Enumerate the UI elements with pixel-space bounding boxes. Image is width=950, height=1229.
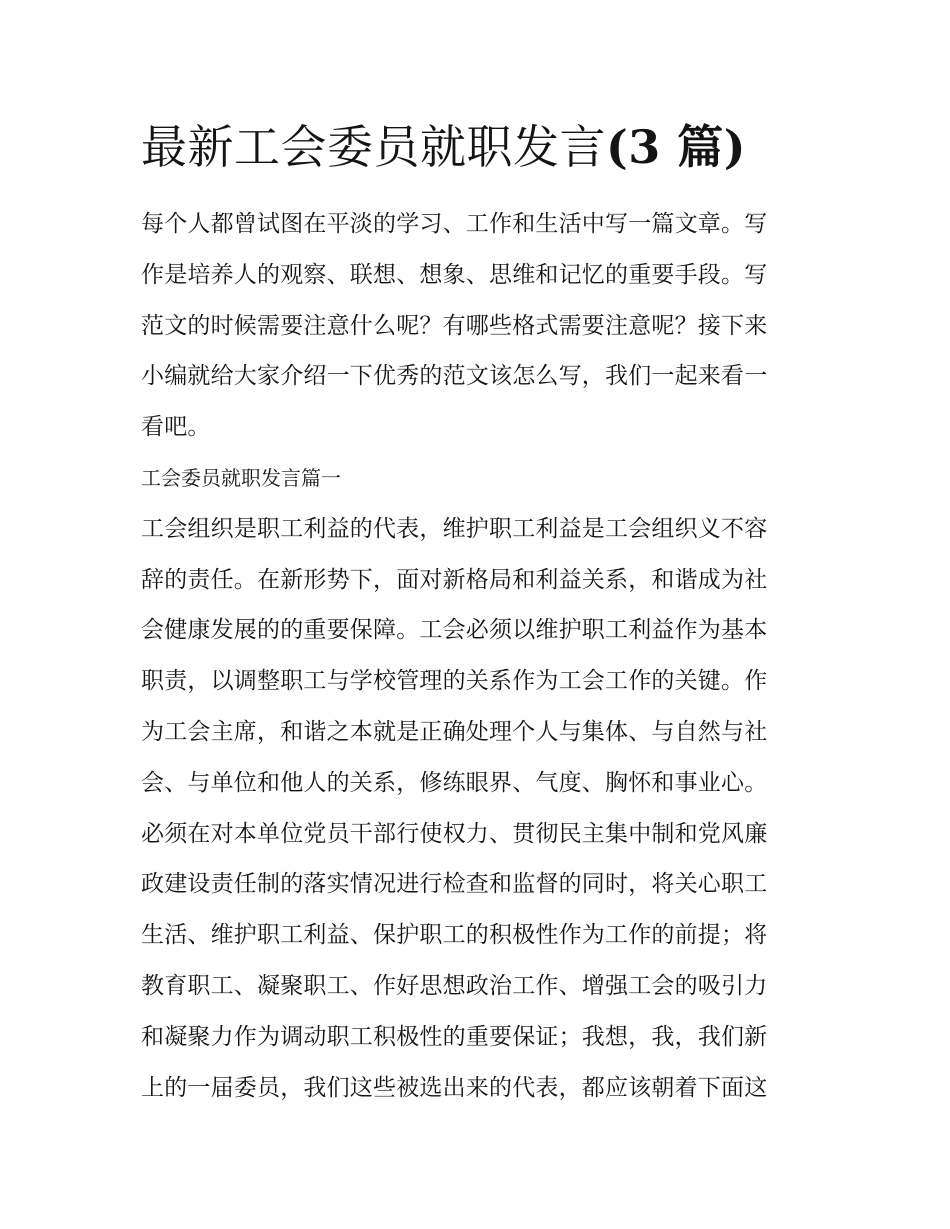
intro-line: 每个人都曾试图在平淡的学习、工作和生活中写一篇文章。写 bbox=[141, 211, 768, 237]
body-line: 教育职工、凝聚职工、作好思想政治工作、增强工会的吸引力 bbox=[141, 972, 768, 999]
document-content bbox=[141, 118, 816, 1113]
body-line: 辞的责任。在新形势下，面对新格局和利益关系，和谐成为社 bbox=[141, 566, 768, 593]
body-line: 必须在对本单位党员干部行使权力、贯彻民主集中制和党风廉 bbox=[141, 820, 768, 847]
body-line: 上的一届委员，我们这些被选出来的代表，都应该朝着下面这 bbox=[141, 1074, 768, 1101]
body-line: 政建设责任制的落实情况进行检查和监督的同时，将关心职工 bbox=[141, 871, 768, 898]
intro-line: 小编就给大家介绍一下优秀的范文该怎么写，我们一起来看一 bbox=[141, 363, 768, 390]
body-line: 工会组织是职工利益的代表，维护职工利益是工会组织义不容 bbox=[141, 515, 768, 542]
title-text: 最新工会委员就职发言 bbox=[141, 120, 606, 174]
body-line: 职责，以调整职工与学校管理的关系作为工会工作的关键。作 bbox=[141, 668, 768, 695]
body-line: 会健康发展的的重要保障。工会必须以维护职工利益作为基本 bbox=[141, 617, 768, 644]
section-heading: 工会委员就职发言篇一 bbox=[141, 465, 341, 490]
document-title bbox=[141, 118, 816, 176]
intro-line: 范文的时候需要注意什么呢？有哪些格式需要注意呢？接下来 bbox=[141, 312, 768, 339]
body-line: 为工会主席，和谐之本就是正确处理个人与集体、与自然与社 bbox=[141, 718, 768, 745]
intro-line: 作是培养人的观察、联想、想象、思维和记忆的重要手段。写 bbox=[141, 261, 768, 288]
title-count: (3 篇) bbox=[606, 120, 747, 174]
body-line: 会、与单位和他人的关系，修练眼界、气度、胸怀和事业心。 bbox=[141, 769, 768, 796]
body-line: 生活、维护职工利益、保护职工的积极性作为工作的前提；将 bbox=[141, 922, 768, 949]
intro-paragraph bbox=[141, 199, 816, 453]
body-line: 和凝聚力作为调动职工积极性的重要保证；我想，我，我们新 bbox=[141, 1023, 768, 1050]
intro-line: 看吧。 bbox=[141, 414, 211, 441]
body-paragraph bbox=[141, 504, 816, 1114]
